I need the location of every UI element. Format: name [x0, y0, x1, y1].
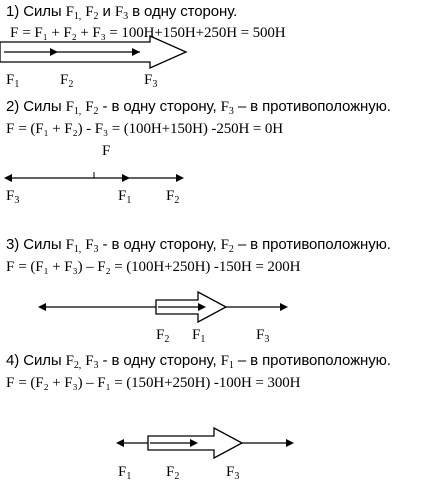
case2-formula: F = (F₁ + F₂) - F₃ = (100Н+150Н) -250Н = 0Н: [6, 121, 284, 137]
case4-formula: F = (F₂ + F₃) – F₁ = (150Н+250Н) -100Н = 300Н: [6, 375, 301, 391]
f1-arrowhead-icon: [122, 174, 130, 182]
case1-label-f3: $F_3$: [144, 72, 158, 90]
f2-arrowhead-icon: [38, 303, 46, 311]
case1-vector-diagram: [0, 34, 448, 74]
case2-label-f2: $F_2$: [166, 188, 180, 206]
f3-arrowhead-icon: [286, 439, 294, 447]
case4-label-f2: $F_2$: [166, 464, 180, 482]
case2-vector-diagram: [0, 168, 448, 188]
case3-label-f3: $F_3$: [256, 327, 270, 345]
f2-arrowhead-icon: [176, 174, 184, 182]
case2-label-f3: $F_3$: [6, 188, 20, 206]
case3-heading: 3) Силы $F_{1,}$ $F_3$ - в одну сторону, $F_2$ – в противоположную.: [6, 236, 391, 255]
case3-label-f1: $F_1$: [192, 327, 206, 345]
case1-formula: F = F₁ + F₂ + F₃ = 100Н+150Н+250Н = 500Н: [10, 25, 286, 41]
case3-label-f2: $F_2$: [156, 327, 170, 345]
f1-arrowhead-icon: [50, 48, 58, 56]
case1-label-f1: $F_1$: [6, 72, 20, 90]
case2-label-fres: F: [102, 143, 111, 159]
case3-formula: F = (F₁ + F₃) – F₂ = (100Н+250Н) -150Н = 200Н: [6, 259, 301, 275]
case4-heading: 4) Силы $F_{2,}$ $F_3$ - в одну сторону, $F_1$ – в противоположную.: [6, 352, 391, 371]
case4-label-f1: $F_1$: [118, 464, 132, 482]
case3-vector-diagram: [0, 290, 448, 324]
f2-arrowhead-icon: [132, 48, 140, 56]
f1-arrowhead-icon: [116, 439, 124, 447]
f3-arrowhead-icon: [280, 303, 288, 311]
case4-vector-diagram: [0, 426, 448, 460]
case2-label-f1: $F_1$: [118, 188, 132, 206]
f3-arrowhead-icon: [4, 174, 12, 182]
case1-label-f2: $F_2$: [60, 72, 74, 90]
case2-heading: 2) Силы $F_{1,}$ $F_2$ - в одну сторону, $F_3$ – в противоположную.: [6, 98, 391, 117]
case1-heading: 1) Силы $F_{1,}$ $F_2$ и $F_3$ в одну сторону.: [6, 3, 238, 22]
case4-label-f3: $F_3$: [226, 464, 240, 482]
